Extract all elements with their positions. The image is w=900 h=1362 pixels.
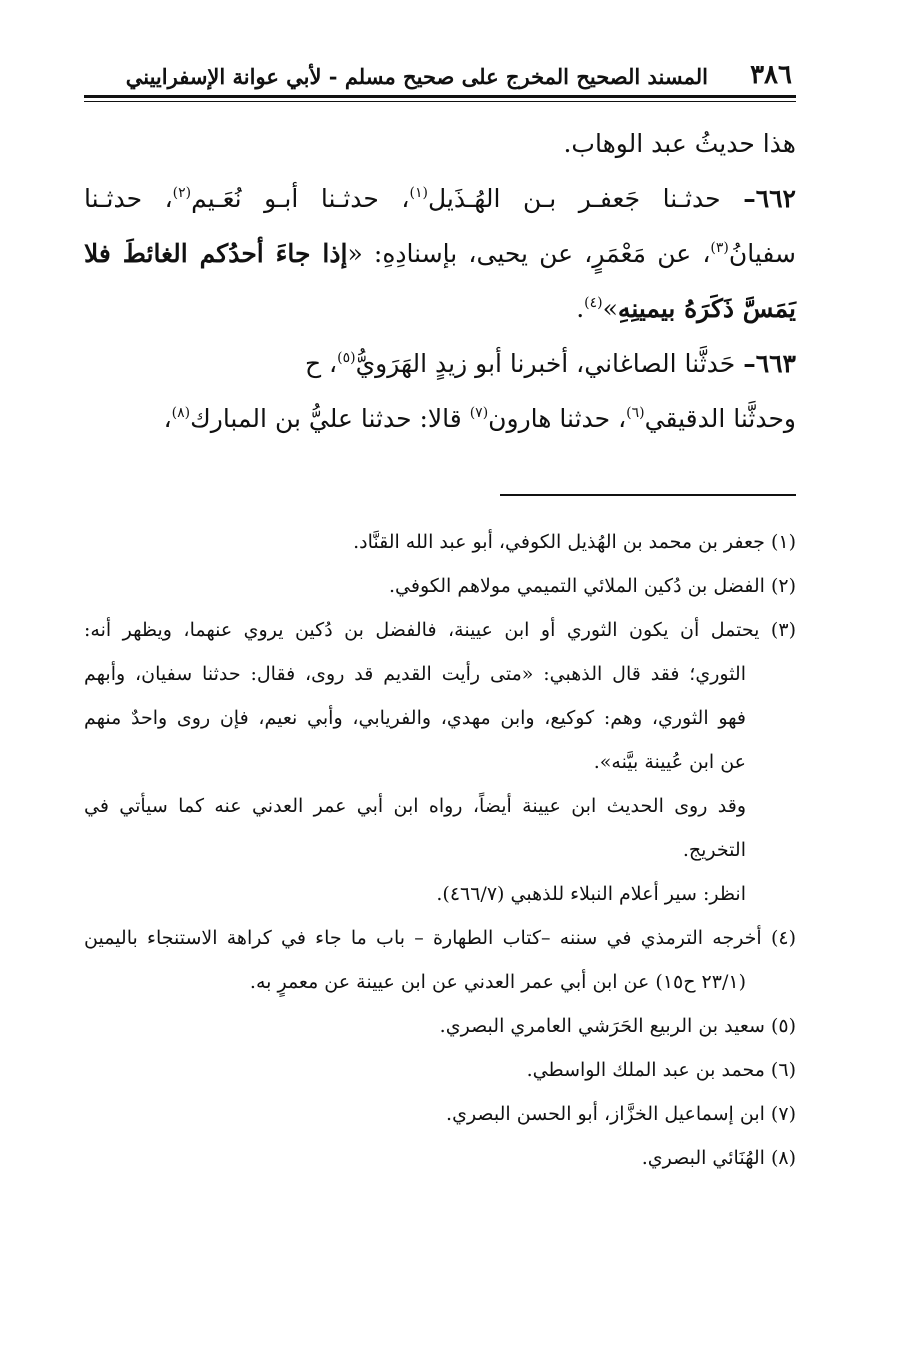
hadith-663-line-2	[84, 391, 796, 446]
header-rule-thin	[84, 101, 796, 102]
text-segment: ، ح	[304, 349, 338, 378]
footnote-ref-1: (١)	[409, 185, 428, 201]
text-segment: قالا: حدثنا عليُّ بن المبارك	[190, 404, 470, 433]
footnote-separator	[500, 494, 796, 496]
header-rule-thick	[84, 95, 796, 98]
footnote-ref-8: (٨)	[171, 405, 191, 421]
text-segment: ، حدثـنا	[84, 184, 173, 213]
hadith-662-line-3	[84, 281, 796, 336]
text-segment: .	[576, 294, 585, 323]
hadith-number-663: ٦٦٣–	[743, 349, 796, 378]
footnote-ref-6: (٦)	[626, 405, 645, 421]
book-title: المسند الصحيح المخرج على صحيح مسلم - لأبي عوانة الإسفراييني	[125, 64, 708, 89]
footnote-7: (٧) ابن إسماعيل الخزَّاز، أبو الحسن البصري.	[446, 1103, 796, 1125]
running-header	[84, 58, 796, 98]
hadith-number-662: ٦٦٢–	[743, 184, 796, 213]
text-segment: ، حدثـنا أبـو نُعَـيم	[191, 184, 410, 213]
page-number: ٣٨٦	[750, 60, 792, 90]
footnote-4: (٤) أخرجه الترمذي في سننه –كتاب الطهارة – باب ما جاء في كراهة الاستنجاء باليمين	[84, 927, 796, 949]
text-segment: حَدثَّنا الصاغاني، أخبرنا أبو زيدٍ الهَرَويُّ	[355, 349, 744, 378]
footnote-ref-5: (٥)	[337, 350, 356, 366]
text-segment: وحدثَّنا الدقيقي	[644, 404, 796, 433]
text-segment: سفيانُ	[728, 239, 796, 268]
text-segment: ،	[163, 404, 172, 433]
text-segment: ، حدثنا هارون	[488, 404, 627, 433]
footnote-ref-2: (٢)	[172, 185, 192, 201]
text-line-1: هذا حديثُ عبد الوهاب.	[563, 129, 796, 158]
footnote-3-cont: عن ابن عُيينة بيَّنه».	[593, 751, 746, 773]
footnote-2: (٢) الفضل بن دُكين الملائي التميمي مولاهم الكوفي.	[388, 575, 796, 597]
footnote-3-cont: التخريج.	[682, 839, 746, 861]
footnote-1: (١) جعفر بن محمد بن الهُذيل الكوفي، أبو عبد الله القنَّاد.	[353, 531, 796, 553]
footnote-ref-7: (٧)	[469, 405, 489, 421]
footnotes	[84, 520, 796, 1180]
main-text	[84, 116, 796, 446]
text-segment: »	[602, 294, 618, 323]
footnote-3-cont: الثوري؛ فقد قال الذهبي: «متى رأيت القديم قد روى، فقال: حدثنا سفيان، وأبهم	[84, 663, 746, 685]
footnote-4-cont: (٢٣/١ ح١٥) عن ابن أبي عمر العدني عن ابن عيينة عن معمرٍ به.	[249, 971, 746, 993]
footnote-3: (٣) يحتمل أن يكون الثوري أو ابن عيينة، فالفضل بن دُكين يروي عنهما، ويظهر أنه:	[84, 619, 796, 641]
footnote-6: (٦) محمد بن عبد الملك الواسطي.	[526, 1059, 796, 1081]
footnote-3-cont: انظر: سير أعلام النبلاء للذهبي (٤٦٦/٧).	[436, 883, 746, 905]
footnote-ref-4: (٤)	[584, 295, 603, 311]
footnote-ref-3: (٣)	[710, 240, 729, 256]
hadith-662-line-2	[84, 226, 796, 281]
text-segment: ، عن مَعْمَرٍ، عن يحيى، بإسنادِهِ: «	[347, 239, 711, 268]
footnote-5: (٥) سعيد بن الربيع الحَرَشي العامري البصري.	[439, 1015, 796, 1037]
footnote-8: (٨) الهُنَائي البصري.	[641, 1147, 796, 1169]
footnote-3-cont: وقد روى الحديث ابن عيينة أيضاً، رواه ابن أبي عمر العدني عنه كما سيأتي في	[84, 795, 746, 817]
text-segment: حدثـنا جَعفـر بـن الهُـذَيل	[427, 184, 744, 213]
hadith-matn-bold: يَمَسَّ ذَكَرَهُ بيمينِهِ	[617, 294, 796, 323]
hadith-matn-bold: إذا جاءَ أحدُكم الغائطَ فلا	[84, 239, 348, 268]
hadith-662-line-1	[84, 171, 796, 226]
hadith-663-line-1	[84, 336, 796, 391]
footnote-3-cont: فهو الثوري، وهم: كوكيع، وابن مهدي، والفريابي، وأبي نعيم، فإن روى واحدٌ منهم	[84, 707, 746, 729]
